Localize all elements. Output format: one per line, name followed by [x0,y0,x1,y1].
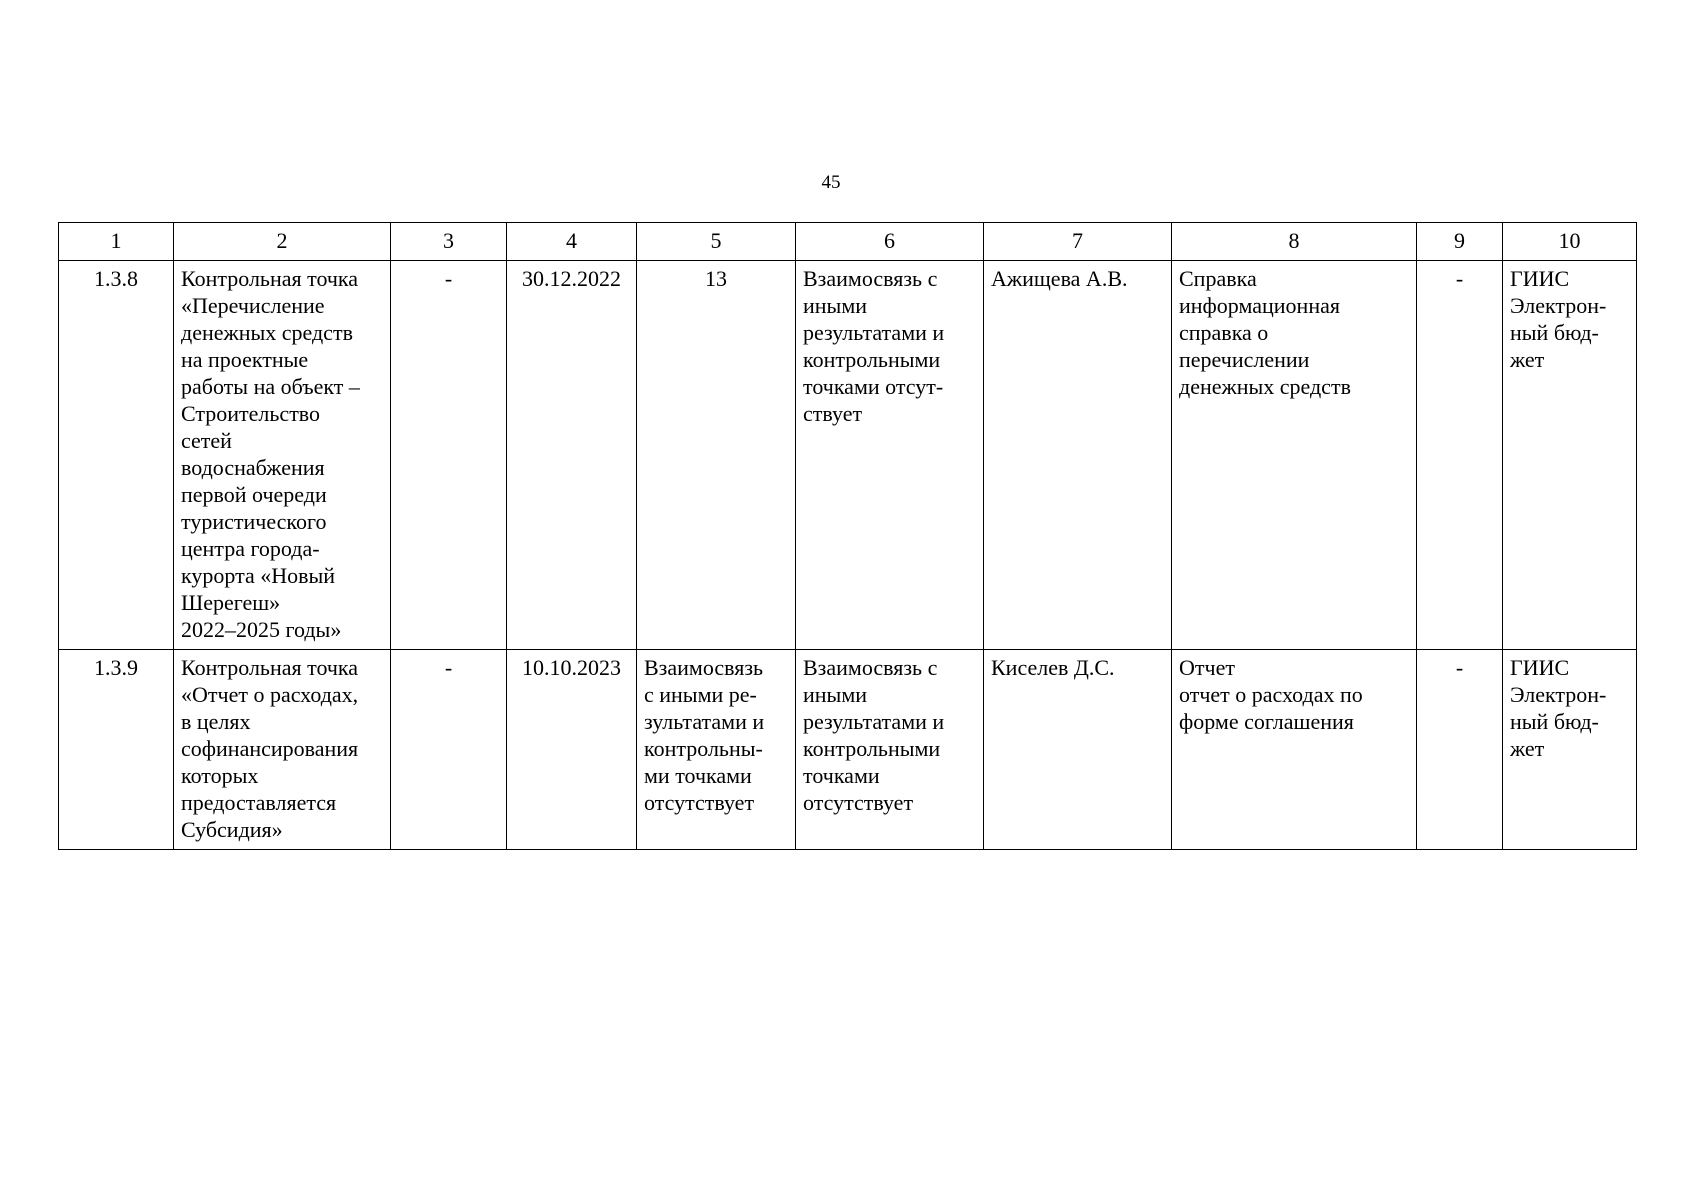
table-row [59,650,1637,850]
header-col-1: 1 [59,223,174,261]
date-value: 10.10.2023 [507,650,637,850]
col3-value: - [391,261,507,650]
page-number: 45 [821,172,841,193]
row-number: 1.3.9 [59,650,174,850]
document-type: Отчет отчет о расходах по форме соглашения [1172,650,1417,850]
header-col-2: 2 [174,223,391,261]
header-col-9: 9 [1417,223,1503,261]
header-col-8: 8 [1172,223,1417,261]
col5-value: Взаимосвязь с иными ре- зультатами и контрольны- ми точками отсутствует [637,650,796,850]
row-number: 1.3.8 [59,261,174,650]
control-point-name: Контрольная точка «Перечисление денежных средств на проектные работы на объект – Строительство сетей водоснабжения первой очереди туристического центра города- курорта «Новый Шерегеш» 2022–2025 годы» [174,261,391,650]
header-col-4: 4 [507,223,637,261]
header-col-5: 5 [637,223,796,261]
relation-text: Взаимосвязь с иными результатами и контрольными точками отсут- ствует [796,261,984,650]
col9-value: - [1417,261,1503,650]
document-type: Справка информационная справка о перечислении денежных средств [1172,261,1417,650]
header-col-10: 10 [1503,223,1637,261]
header-col-6: 6 [796,223,984,261]
control-points-table [58,222,1637,850]
date-value: 30.12.2022 [507,261,637,650]
responsible-person: Ажищева А.В. [984,261,1172,650]
header-col-3: 3 [391,223,507,261]
responsible-person: Киселев Д.С. [984,650,1172,850]
information-system: ГИИС Электрон- ный бюд- жет [1503,650,1637,850]
information-system: ГИИС Электрон- ный бюд- жет [1503,261,1637,650]
relation-text: Взаимосвязь с иными результатами и контрольными точками отсутствует [796,650,984,850]
col5-value: 13 [637,261,796,650]
col3-value: - [391,650,507,850]
table-header-row [59,223,1637,261]
table-row [59,261,1637,650]
control-point-name: Контрольная точка «Отчет о расходах, в целях софинансирования которых предоставляется Субсидия» [174,650,391,850]
header-col-7: 7 [984,223,1172,261]
col9-value: - [1417,650,1503,850]
